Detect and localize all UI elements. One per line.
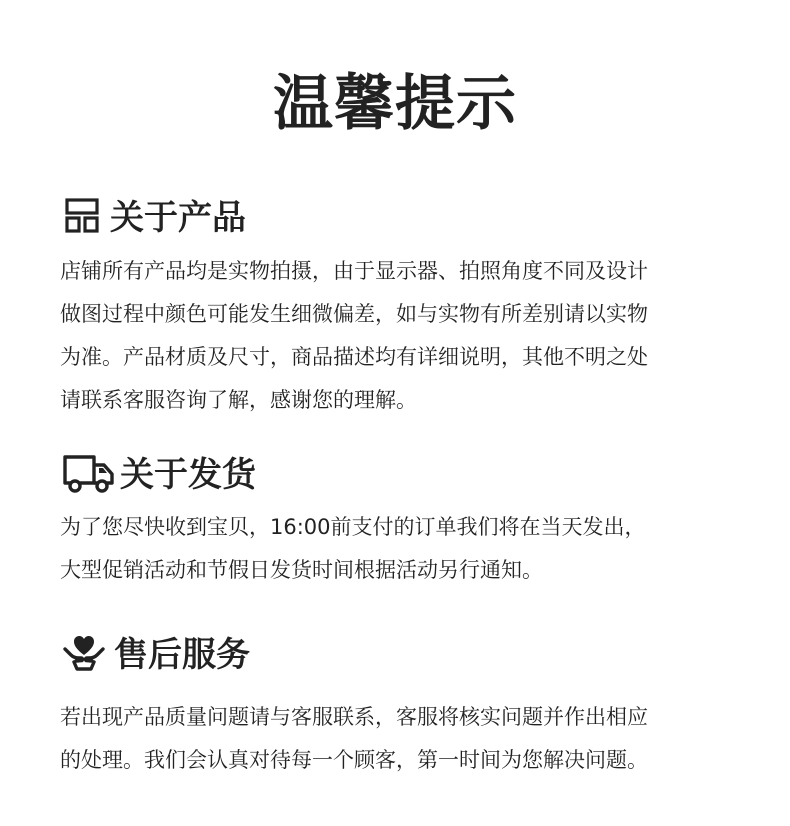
paragraph-line: 请联系客服咨询了解，感谢您的理解。 — [60, 388, 417, 412]
section-heading-shipping — [62, 453, 256, 497]
grid-icon — [62, 196, 102, 240]
section-heading-text: 关于发货 — [120, 455, 256, 495]
section-heading-text: 关于产品 — [110, 198, 246, 238]
paragraph-line: 为了您尽快收到宝贝，16:00前支付的订单我们将在当天发出， — [60, 515, 646, 539]
section-paragraph-product — [60, 250, 740, 422]
section-heading-service — [62, 633, 250, 677]
paragraph-line: 做图过程中颜色可能发生细微偏差，如与实物有所差别请以实物 — [60, 302, 648, 326]
paragraph-line: 店铺所有产品均是实物拍摄，由于显示器、拍照角度不同及设计 — [60, 259, 648, 283]
paragraph-line: 为准。产品材质及尺寸，商品描述均有详细说明，其他不明之处 — [60, 345, 648, 369]
section-paragraph-shipping — [60, 506, 740, 592]
delivery-truck-icon — [62, 451, 116, 499]
page-title: 温馨提示 — [273, 69, 517, 139]
heart-in-hands-icon — [62, 631, 106, 679]
paragraph-line: 若出现产品质量问题请与客服联系，客服将核实问题并作出相应 — [60, 705, 648, 729]
section-heading-text: 售后服务 — [114, 635, 250, 675]
paragraph-line: 大型促销活动和节假日发货时间根据活动另行通知。 — [60, 558, 543, 582]
section-paragraph-service — [60, 696, 740, 782]
section-heading-product — [62, 196, 246, 240]
paragraph-line: 的处理。我们会认真对待每一个顾客，第一时间为您解决问题。 — [60, 748, 648, 772]
